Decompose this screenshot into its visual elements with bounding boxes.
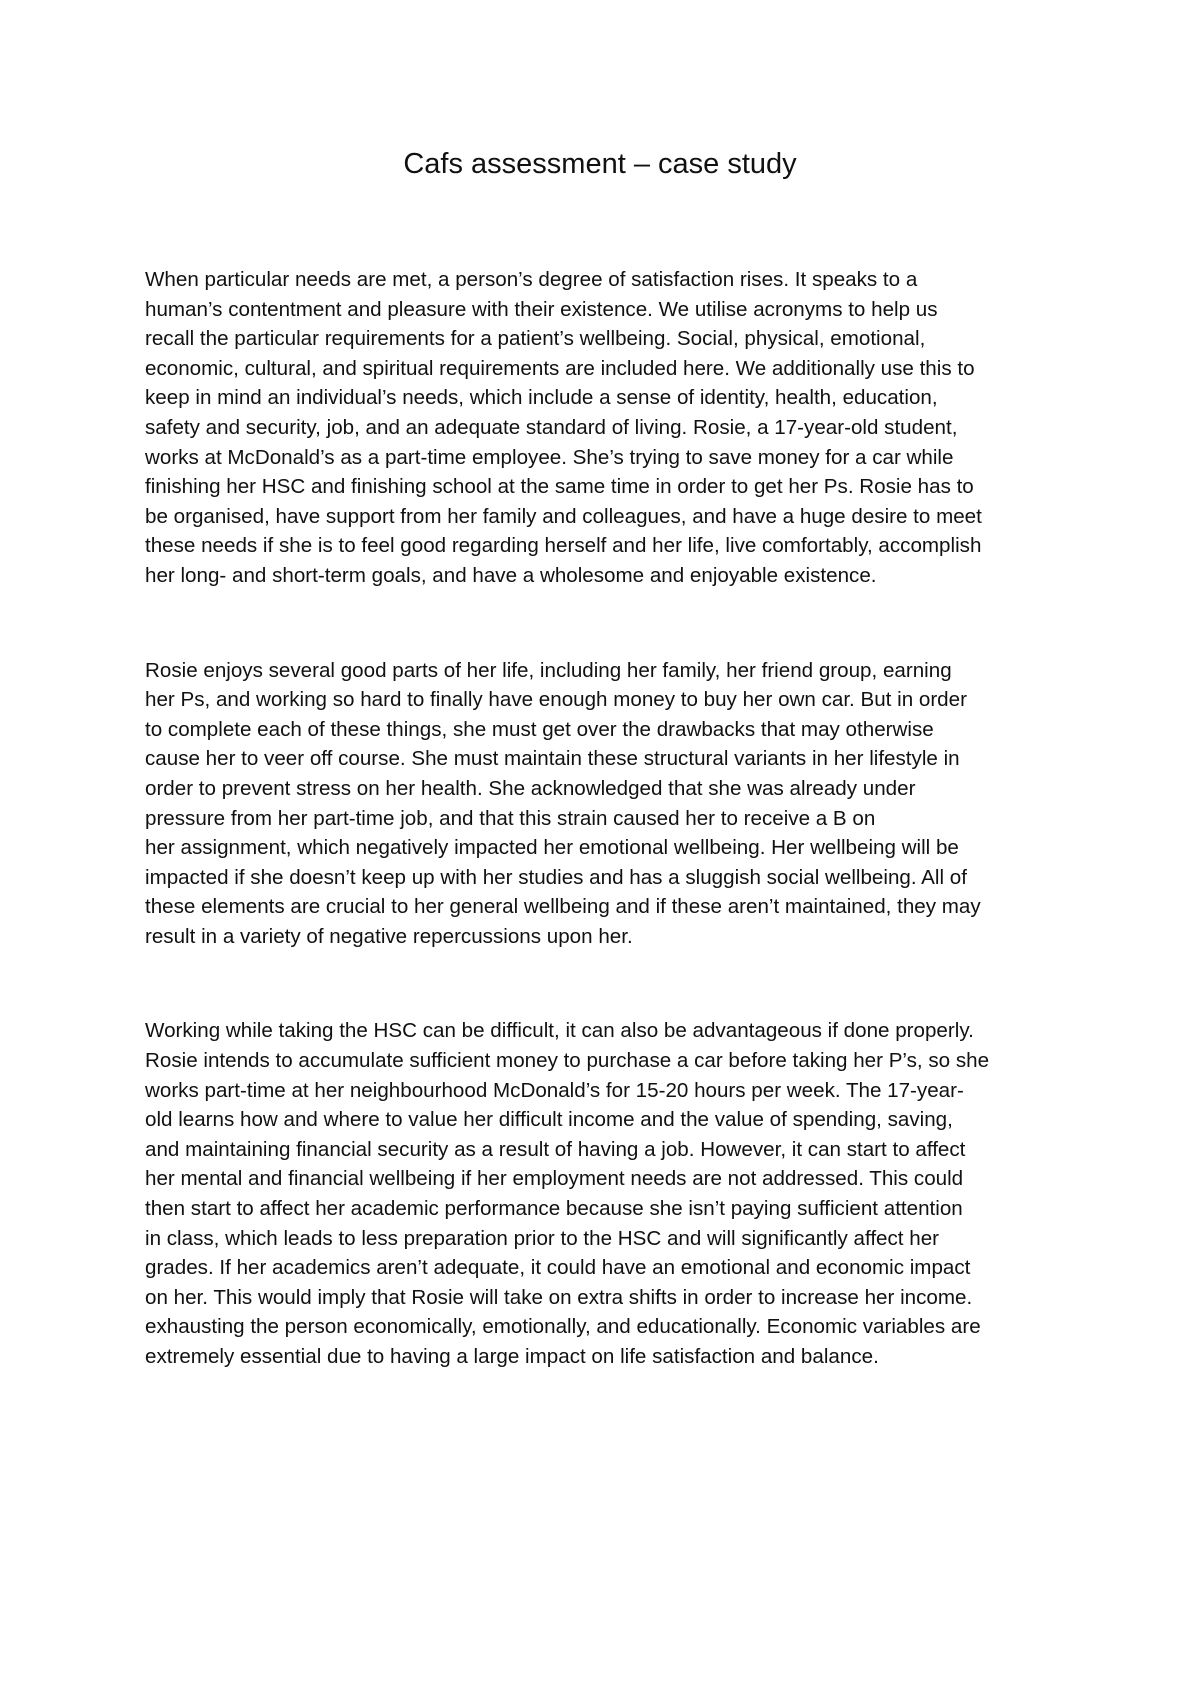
paragraph-line: finishing her HSC and finishing school at the same time in order to get her Ps. Rosie has to (145, 475, 974, 499)
paragraph-line: these elements are crucial to her general wellbeing and if these aren’t maintained, they may (145, 895, 981, 919)
document-body (145, 265, 1065, 1372)
paragraph-spacer (145, 591, 1065, 656)
paragraph-line: her Ps, and working so hard to finally have enough money to buy her own car. But in order (145, 688, 967, 712)
paragraph-line: her mental and financial wellbeing if her employment needs are not addressed. This could (145, 1167, 964, 1191)
paragraph-line: her long- and short-term goals, and have a wholesome and enjoyable existence. (145, 563, 877, 587)
paragraph-line: economic, cultural, and spiritual requirements are included here. We additionally use this to (145, 356, 975, 380)
paragraph-line: When particular needs are met, a person’s degree of satisfaction rises. It speaks to a (145, 268, 918, 291)
paragraph-2 (145, 656, 1065, 952)
paragraph-line: order to prevent stress on her health. She acknowledged that she was already under (145, 776, 916, 800)
document-title: Cafs assessment – case study (403, 148, 797, 180)
paragraph-line: to complete each of these things, she must get over the drawbacks that may otherwise (145, 717, 934, 741)
paragraph-line: Rosie intends to accumulate sufficient money to purchase a car before taking her P’s, so she (145, 1049, 990, 1073)
paragraph-line: human’s contentment and pleasure with their existence. We utilise acronyms to help us (145, 297, 938, 321)
paragraph-line: pressure from her part-time job, and that this strain caused her to receive a B on (145, 806, 876, 830)
paragraph-line: in class, which leads to less preparation prior to the HSC and will significantly affect her (145, 1226, 940, 1250)
paragraph-3 (145, 1016, 1065, 1371)
paragraph-line: grades. If her academics aren’t adequate, it could have an emotional and economic impact (145, 1256, 971, 1280)
paragraph-line: her assignment, which negatively impacted her emotional wellbeing. Her wellbeing will be (145, 836, 959, 860)
paragraph-line: extremely essential due to having a large impact on life satisfaction and balance. (145, 1345, 879, 1368)
paragraph-line: safety and security, job, and an adequate standard of living. Rosie, a 17-year-old student, (145, 415, 958, 439)
paragraph-line: cause her to veer off course. She must maintain these structural variants in her lifestyle in (145, 747, 960, 771)
paragraph-line: works at McDonald’s as a part-time employee. She’s trying to save money for a car while (145, 445, 954, 469)
paragraph-line: be organised, have support from her family and colleagues, and have a huge desire to meet (145, 504, 982, 528)
paragraph-line: exhausting the person economically, emotionally, and educationally. Economic variables are (145, 1315, 981, 1339)
paragraph-line: and maintaining financial security as a result of having a job. However, it can start to affect (145, 1137, 966, 1161)
paragraph-line: result in a variety of negative repercussions upon her. (145, 924, 633, 948)
paragraph-line: Working while taking the HSC can be difficult, it can also be advantageous if done properly. (145, 1019, 974, 1043)
paragraph-line: Rosie enjoys several good parts of her life, including her family, her friend group, earning (145, 658, 952, 682)
paragraph-1 (145, 265, 1065, 591)
paragraph-line: then start to affect her academic performance because she isn’t paying sufficient attention (145, 1197, 963, 1221)
paragraph-line: old learns how and where to value her difficult income and the value of spending, saving, (145, 1108, 953, 1132)
paragraph-line: these needs if she is to feel good regarding herself and her life, live comfortably, accomplish (145, 534, 982, 558)
paragraph-line: works part-time at her neighbourhood McDonald’s for 15-20 hours per week. The 17-year- (145, 1078, 964, 1102)
paragraph-line: recall the particular requirements for a patient’s wellbeing. Social, physical, emotional, (145, 327, 926, 351)
paragraph-line: keep in mind an individual’s needs, which include a sense of identity, health, education, (145, 386, 938, 410)
paragraph-line: impacted if she doesn’t keep up with her studies and has a sluggish social wellbeing. All of (145, 865, 967, 889)
paragraph-line: on her. This would imply that Rosie will take on extra shifts in order to increase her income. (145, 1285, 973, 1309)
paragraph-spacer (145, 951, 1065, 1016)
